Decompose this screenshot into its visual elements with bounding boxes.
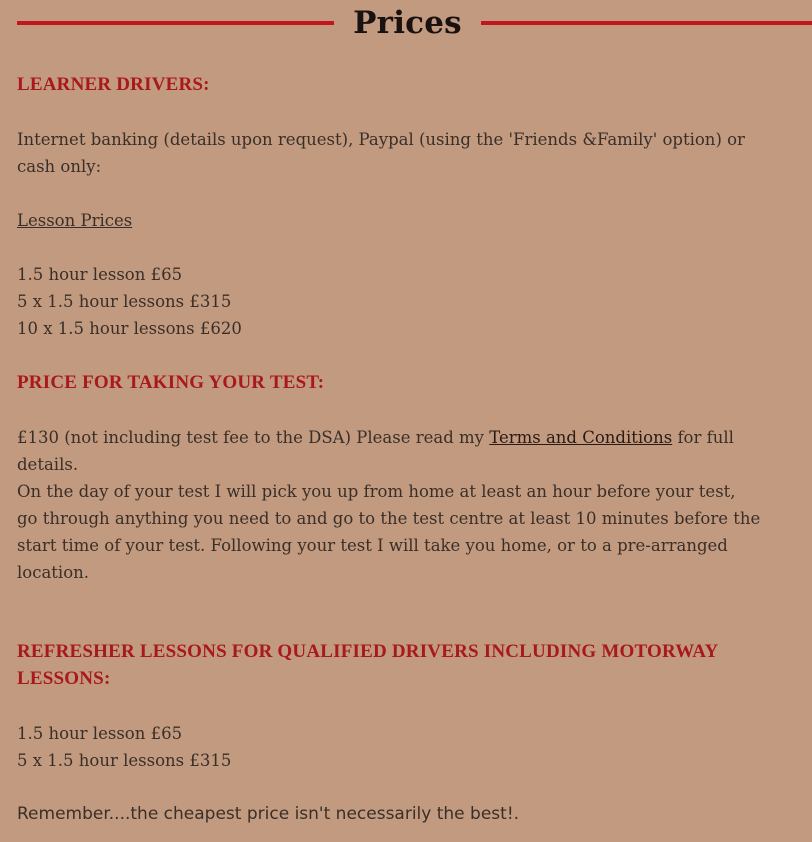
refresher-price-item: 1.5 hour lesson £65 bbox=[17, 724, 183, 743]
terms-and-conditions-link[interactable]: Terms and Conditions bbox=[489, 428, 673, 447]
test-price-line bbox=[17, 424, 734, 451]
payment-methods-line-1: Internet banking (details upon request), Paypal (using the 'Friends &Family' option) or bbox=[17, 130, 745, 149]
test-price-heading: PRICE FOR TAKING YOUR TEST: bbox=[17, 372, 325, 393]
lesson-prices-label: Lesson Prices bbox=[17, 211, 133, 230]
test-day-paragraph-line: start time of your test. Following your test I will take you home, or to a pre-arranged bbox=[17, 536, 728, 555]
learner-price-item: 5 x 1.5 hour lessons £315 bbox=[17, 292, 232, 311]
refresher-price-item: 5 x 1.5 hour lessons £315 bbox=[17, 751, 232, 770]
page-title: Prices bbox=[353, 5, 462, 41]
title-row bbox=[17, 0, 812, 46]
test-price-details: details. bbox=[17, 455, 79, 474]
test-day-paragraph-line: On the day of your test I will pick you up from home at least an hour before your test, bbox=[17, 482, 736, 501]
test-price-text-pre: £130 (not including test fee to the DSA) Please read my bbox=[17, 428, 490, 447]
title-rule-right bbox=[481, 21, 812, 25]
learner-drivers-heading: LEARNER DRIVERS: bbox=[17, 74, 210, 95]
footer-note: Remember....the cheapest price isn't necessarily the best!. bbox=[17, 804, 520, 824]
refresher-heading-line-2: LESSONS: bbox=[17, 668, 111, 689]
title-rule-left bbox=[17, 21, 334, 25]
test-price-text-post: for full bbox=[672, 428, 734, 447]
payment-methods-line-2: cash only: bbox=[17, 157, 102, 176]
test-day-paragraph-line: go through anything you need to and go to the test centre at least 10 minutes before the bbox=[17, 509, 761, 528]
learner-price-item: 10 x 1.5 hour lessons £620 bbox=[17, 319, 242, 338]
learner-price-item: 1.5 hour lesson £65 bbox=[17, 265, 183, 284]
test-day-paragraph-line: location. bbox=[17, 563, 90, 582]
refresher-heading-line-1: REFRESHER LESSONS FOR QUALIFIED DRIVERS INCLUDING MOTORWAY bbox=[17, 641, 719, 662]
